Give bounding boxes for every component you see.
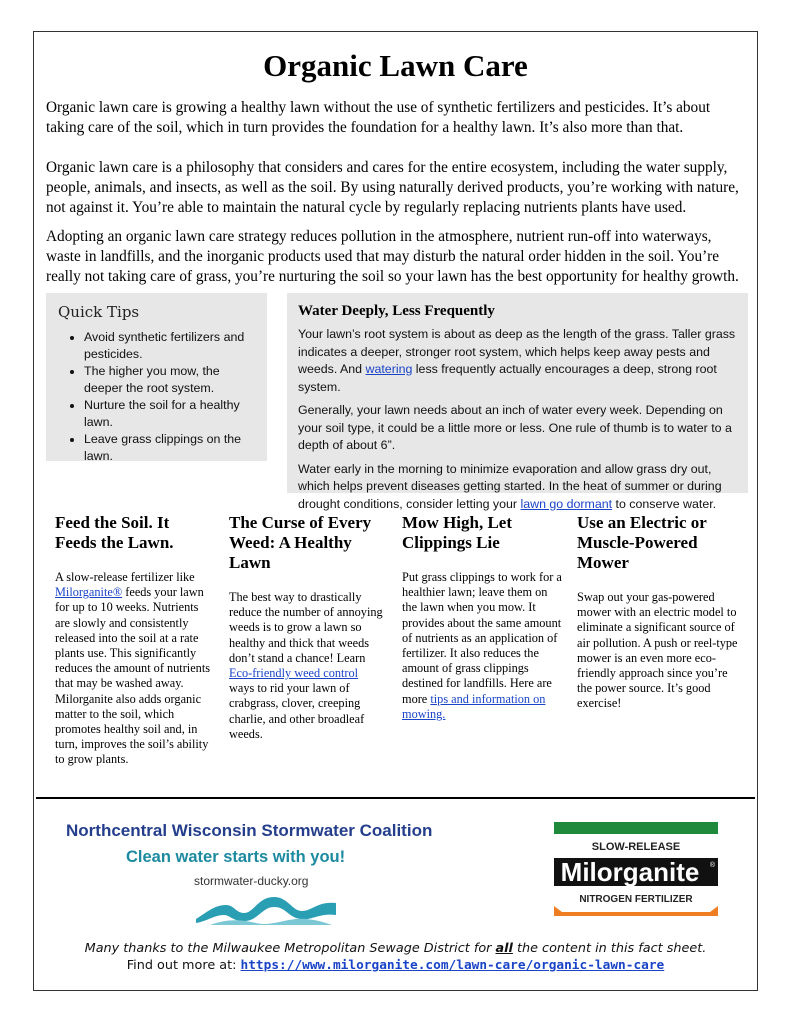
quick-tip-item: • Leave grass clippings on the lawn. — [84, 431, 257, 465]
column-text-part: The best way to drastically reduce the number of annoying weeds is to grow a lawn so healthy and thick that weeds don’t stand a chance! Learn — [229, 590, 383, 665]
milorganite-logo — [550, 820, 722, 918]
column-text-part: A slow-release fertilizer like — [55, 570, 195, 584]
column-text-part: ways to rid your lawn of crabgrass, clover, creeping charlie, and other broadleaf weeds. — [229, 681, 365, 741]
coalition-url: stormwater-ducky.org — [194, 874, 309, 888]
milorganite-url-link[interactable]: https://www.milorganite.com/lawn-care/organic-lawn-care — [240, 958, 665, 973]
column-text — [402, 570, 562, 722]
coalition-name: Northcentral Wisconsin Stormwater Coalition — [66, 821, 433, 840]
quick-tip-item: • Avoid synthetic fertilizers and pesticides. — [84, 329, 257, 363]
footer-findout — [33, 957, 758, 974]
footer-emphasis: all — [495, 941, 513, 956]
column-electric-mower — [577, 513, 739, 712]
footer-thanks — [33, 940, 758, 957]
water-text: less frequently actually encourages a deep, strong root system. — [298, 362, 717, 394]
water-paragraph-2: Generally, your lawn needs about an inch of water every week. Depending on your soil type, it could be a little more or less. One rule of thumb is to water to a depth of about 6”. — [298, 403, 732, 452]
water-text: Your lawn’s root system is about as deep as the length of the grass. Taller grass indicates a deeper, stronger root system, which helps keep away pests and weeds. And — [298, 327, 736, 376]
column-feed-soil — [55, 513, 213, 768]
mowing-tips-link[interactable]: tips and information on mowing. — [402, 691, 546, 721]
water-title: Water Deeply, Less Frequently — [298, 303, 495, 319]
logo-top-text: SLOW-RELEASE — [591, 841, 681, 853]
quick-tips-title: Quick Tips — [58, 303, 140, 321]
column-title: The Curse of Every Weed: A Healthy Lawn — [229, 513, 372, 572]
coalition-slogan: Clean water starts with you! — [126, 848, 346, 866]
logo-bottom-text: NITROGEN FERTILIZER — [579, 894, 693, 905]
water-text: Water early in the morning to minimize evaporation and allow grass dry out, which helps prevent diseases getting started. In the heat of summer or during drought conditions, consider letting your — [298, 461, 722, 511]
column-text-part: feeds your lawn for up to 10 weeks. Nutrients are slowly and consistently released into the soil at a rate plants use. This significantly reduces the amount of nutrients that may be washed away. Milorganite also adds organic matter to the soil, which promotes healthy soil and, in turn, improves the soil’s ability to grow plants. — [55, 585, 211, 767]
watering-link[interactable]: watering — [365, 362, 413, 376]
water-text: to conserve water. — [612, 496, 717, 511]
logo-reg-mark: ® — [709, 862, 715, 869]
footer-divider — [36, 797, 755, 799]
logo-brand-text: Milorganite — [560, 857, 700, 887]
intro-paragraph-3: Adopting an organic lawn care strategy reduces pollution in the atmosphere, nutrient run-off into waterways, waste in landfills, and the inorganic products used that may disturb the natural order hidden in the soil. You’re really not taking care of grass, you’re nurturing the soil so your lawn has the best opportunity for healthy growth. — [46, 228, 739, 285]
lawn-go-dormant-link[interactable]: lawn go dormant — [520, 496, 613, 511]
column-curse-weed — [229, 513, 385, 742]
quick-tip-item: • The higher you mow, the deeper the root system. — [84, 363, 257, 397]
footer-text: the content in this fact sheet. — [512, 941, 707, 956]
water-paragraph-3 — [298, 461, 737, 514]
page-title: Organic Lawn Care — [263, 48, 528, 83]
milorganite-link[interactable]: Milorganite® — [55, 585, 123, 600]
quick-tip-item: • Nurture the soil for a healthy lawn. — [84, 397, 257, 431]
eco-weed-control-link[interactable]: Eco-friendly weed control — [229, 666, 359, 681]
column-text: Swap out your gas-powered mower with an electric model to eliminate a significant source of air pollution. A push or reel-type mower is an even more eco-friendly approach since you’re the power source. It’s good exercise! — [577, 590, 738, 711]
waves-icon — [196, 893, 336, 925]
column-title: Feed the Soil. It Feeds the Lawn. — [55, 513, 174, 552]
column-title: Use an Electric or Muscle-Powered Mower — [577, 513, 707, 572]
column-text-part: Put grass clippings to work for a healthier lawn; leave them on the lawn when you mow. It provides about the same amount of nutrients as an application of fertilizer. It also reduces the amount of grass clippings destined for landfills. Here are more — [402, 570, 562, 706]
footer-text: Find out more at: — [126, 958, 241, 973]
quick-tips-list — [56, 329, 257, 465]
quick-tips-box — [46, 293, 267, 461]
column-text — [229, 590, 385, 742]
footer-credits — [33, 940, 758, 974]
column-mow-high — [402, 513, 562, 722]
intro-paragraph-2: Organic lawn care is a philosophy that considers and cares for the entire ecosystem, including the water supply, people, animals, and insects, as well as the soil. By using naturally derived products, you’re working with nature, not against it. You’re able to maintain the natural cycle by regularly replacing nutrients plants have used. — [46, 159, 739, 216]
water-paragraph-1 — [298, 326, 737, 396]
column-text — [55, 570, 213, 768]
column-title: Mow High, Let Clippings Lie — [402, 513, 513, 552]
water-box — [287, 293, 748, 511]
intro-paragraph-1: Organic lawn care is growing a healthy lawn without the use of synthetic fertilizers and pesticides. It’s about taking care of the soil, which in turn provides the foundation for a healthy lawn. It’s also more than that. — [46, 99, 711, 136]
footer-text: Many thanks to the Milwaukee Metropolitan Sewage District for — [84, 941, 496, 956]
